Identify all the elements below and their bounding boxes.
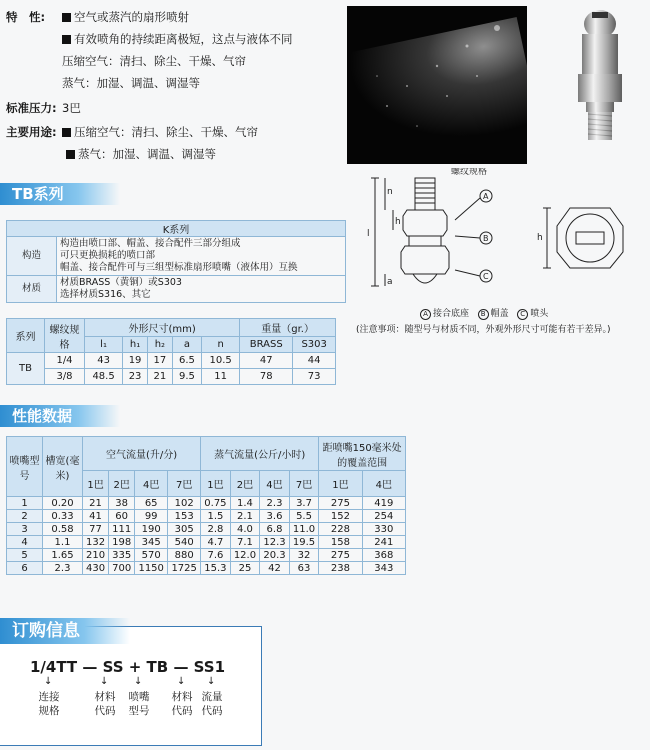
table-row	[7, 562, 406, 575]
order-label-material: 材料代码	[94, 691, 116, 717]
arrow-down-icon: ↓	[100, 676, 109, 687]
svg-text:A: A	[483, 192, 489, 201]
table-cell: 238	[319, 562, 362, 575]
table-cell: 2.3	[260, 497, 290, 510]
table-cell: 430	[83, 562, 109, 575]
table-cell: 12.3	[260, 536, 290, 549]
order-info-box	[0, 626, 262, 746]
table-cell: 4.7	[201, 536, 231, 549]
table-row	[7, 523, 406, 536]
table-cell: 1.65	[43, 549, 83, 562]
table-cell: 1.5	[201, 510, 231, 523]
arrow-down-icon: ↓	[134, 676, 143, 687]
table-cell: 275	[319, 549, 362, 562]
bullet-square-icon	[66, 150, 75, 159]
table-cell: 570	[135, 549, 168, 562]
feature-line-3: 压缩空气：清扫、除尘、干燥、气帘	[62, 54, 246, 68]
table-cell: 158	[319, 536, 362, 549]
thread-spec-label: 螺纹规格	[451, 168, 488, 177]
table-cell: 153	[168, 510, 201, 523]
spray-photo	[347, 6, 527, 164]
order-label-flow: 流量代码	[201, 691, 223, 717]
svg-text:C: C	[483, 272, 489, 281]
table-cell: 700	[109, 562, 135, 575]
table-cell: 190	[135, 523, 168, 536]
pressure-label: 标准压力:	[6, 101, 57, 115]
table-cell: 330	[362, 523, 405, 536]
diagram-note: (注意事项：随型号与材质不同，外观外形尺寸可能有若干差异。)	[356, 325, 611, 335]
table-cell: 254	[362, 510, 405, 523]
svg-text:a: a	[387, 277, 393, 287]
table-cell: 20.3	[260, 549, 290, 562]
order-code: 1/4TT — SS + TB — SS1	[30, 658, 226, 676]
table-cell: 25	[230, 562, 260, 575]
table-cell: 228	[319, 523, 362, 536]
table-cell: 99	[135, 510, 168, 523]
table-cell: 21	[83, 497, 109, 510]
nozzle-model-cell: 1	[7, 497, 43, 510]
table-cell: 41	[83, 510, 109, 523]
feature-line-4: 蒸气：加湿、调温、调湿等	[62, 76, 200, 90]
svg-text:l: l	[367, 229, 370, 239]
table-cell: 38	[109, 497, 135, 510]
order-info-heading: 订购信息	[0, 618, 130, 644]
feature-line-1: 空气或蒸汽的扇形喷射	[62, 8, 189, 26]
table-row: 3/8 48.5 23 21 9.5 11 78 73	[7, 369, 336, 385]
usage-line-1: 压缩空气：清扫、除尘、干燥、气帘	[62, 123, 258, 141]
tb-series-heading: TB系列	[0, 183, 120, 205]
svg-text:h: h	[537, 233, 543, 243]
table-cell: 11.0	[289, 523, 319, 536]
table-row	[7, 536, 406, 549]
table-cell: 305	[168, 523, 201, 536]
table-cell: 1150	[135, 562, 168, 575]
feature-line-2: 有效喷角的持续距离极短，这点与液体不同	[62, 30, 293, 48]
table-cell: 0.58	[43, 523, 83, 536]
k-series-title: K系列	[7, 221, 346, 237]
table-cell: 2.3	[43, 562, 83, 575]
usage-label: 主要用途:	[6, 125, 57, 139]
performance-heading: 性能数据	[0, 405, 120, 427]
table-cell: 880	[168, 549, 201, 562]
table-cell: 5.5	[289, 510, 319, 523]
table-cell: 7.1	[230, 536, 260, 549]
nozzle-model-cell: 3	[7, 523, 43, 536]
table-row	[7, 549, 406, 562]
table-cell: 335	[109, 549, 135, 562]
table-cell: 198	[109, 536, 135, 549]
performance-table: 喷嘴型号 槽宽(毫米) 空气流量(升/分) 蒸气流量(公斤/小时) 距喷嘴150毫米处的覆盖范围 1巴 2巴 4巴 7巴 1巴 2巴 4巴 7巴 1巴 4巴 1 0.20 21 38 65 102 0.75 1.4 2.3 3.7 275 419 2 0.33 41 60 99 153 1.5 2.1 3.6 5.5 152 254 3 0.58 77 111 190 305 2.8 4.0 6.8 11.0 228 330 4 1.1 132 198 345 540 4.7 7.1 12.3 19.5 158 241 5 1.65 210 335 570 880 7.6 12.0 20.3 32 275 368 6 2.3 430 700 1150 1725 15.3 25 42 63 238 343	[6, 436, 406, 575]
arrow-down-icon: ↓	[207, 676, 216, 687]
svg-text:n: n	[387, 187, 393, 197]
table-cell: 65	[135, 497, 168, 510]
table-cell: 77	[83, 523, 109, 536]
table-cell: 15.3	[201, 562, 231, 575]
order-label-nozzle: 喷嘴型号	[128, 691, 150, 717]
dimensions-table: 系列 螺纹规格 外形尺寸(mm) 重量（gr.） l₁ h₁ h₂ a n BRASS S303 TB 1/4 43 19 17 6.5 10.5 47 44 3/8 48.5 23 21 9.5 11 78 73	[6, 318, 336, 385]
table-cell: 241	[362, 536, 405, 549]
table-cell: 345	[135, 536, 168, 549]
dimension-drawing	[355, 168, 645, 303]
table-cell: 63	[289, 562, 319, 575]
table-cell: 275	[319, 497, 362, 510]
table-row	[7, 497, 406, 510]
table-cell: 6.8	[260, 523, 290, 536]
table-cell: 60	[109, 510, 135, 523]
nozzle-model-cell: 4	[7, 536, 43, 549]
table-cell: 419	[362, 497, 405, 510]
svg-text:h: h	[395, 217, 401, 227]
nozzle-model-cell: 5	[7, 549, 43, 562]
diagram-legend: A 接合底座 B 帽盖 C 喷头	[420, 306, 548, 320]
table-cell: 12.0	[230, 549, 260, 562]
table-cell: 0.75	[201, 497, 231, 510]
table-cell: 1.1	[43, 536, 83, 549]
table-cell: 2.1	[230, 510, 260, 523]
table-row: TB 1/4 43 19 17 6.5 10.5 47 44	[7, 353, 336, 369]
svg-text:B: B	[483, 234, 489, 243]
table-cell: 111	[109, 523, 135, 536]
arrow-down-icon: ↓	[177, 676, 186, 687]
nozzle-model-cell: 6	[7, 562, 43, 575]
table-cell: 4.0	[230, 523, 260, 536]
table-cell: 132	[83, 536, 109, 549]
features-label: 特 性:	[6, 10, 46, 24]
table-cell: 0.33	[43, 510, 83, 523]
k-series-table: K系列 构造 构造由喷口部、帽盖、接合配件三部分组成 可只更换损耗的喷口部 帽盖、接合配件可与三组型标准扇形喷嘴（液体用）互换 材质 材质BRASS（黄铜）或S303 选择材质S316、其它	[6, 220, 346, 303]
table-cell: 42	[260, 562, 290, 575]
table-cell: 32	[289, 549, 319, 562]
table-cell: 19.5	[289, 536, 319, 549]
table-cell: 0.20	[43, 497, 83, 510]
order-label-material-2: 材料代码	[171, 691, 193, 717]
bullet-square-icon	[62, 35, 71, 44]
table-cell: 368	[362, 549, 405, 562]
table-cell: 102	[168, 497, 201, 510]
table-cell: 3.7	[289, 497, 319, 510]
table-cell: 3.6	[260, 510, 290, 523]
bullet-square-icon	[62, 128, 71, 137]
table-row	[7, 510, 406, 523]
table-cell: 1725	[168, 562, 201, 575]
pressure-value: 3巴	[62, 101, 81, 115]
nozzle-product-icon	[560, 6, 640, 156]
bullet-square-icon	[62, 13, 71, 22]
table-cell: 540	[168, 536, 201, 549]
arrow-down-icon: ↓	[44, 676, 53, 687]
usage-line-2: 蒸气：加湿、调温、调湿等	[66, 145, 216, 163]
nozzle-model-cell: 2	[7, 510, 43, 523]
table-cell: 343	[362, 562, 405, 575]
table-cell: 7.6	[201, 549, 231, 562]
table-cell: 210	[83, 549, 109, 562]
table-cell: 152	[319, 510, 362, 523]
table-cell: 1.4	[230, 497, 260, 510]
table-cell: 2.8	[201, 523, 231, 536]
order-label-connection: 连接规格	[38, 691, 60, 717]
